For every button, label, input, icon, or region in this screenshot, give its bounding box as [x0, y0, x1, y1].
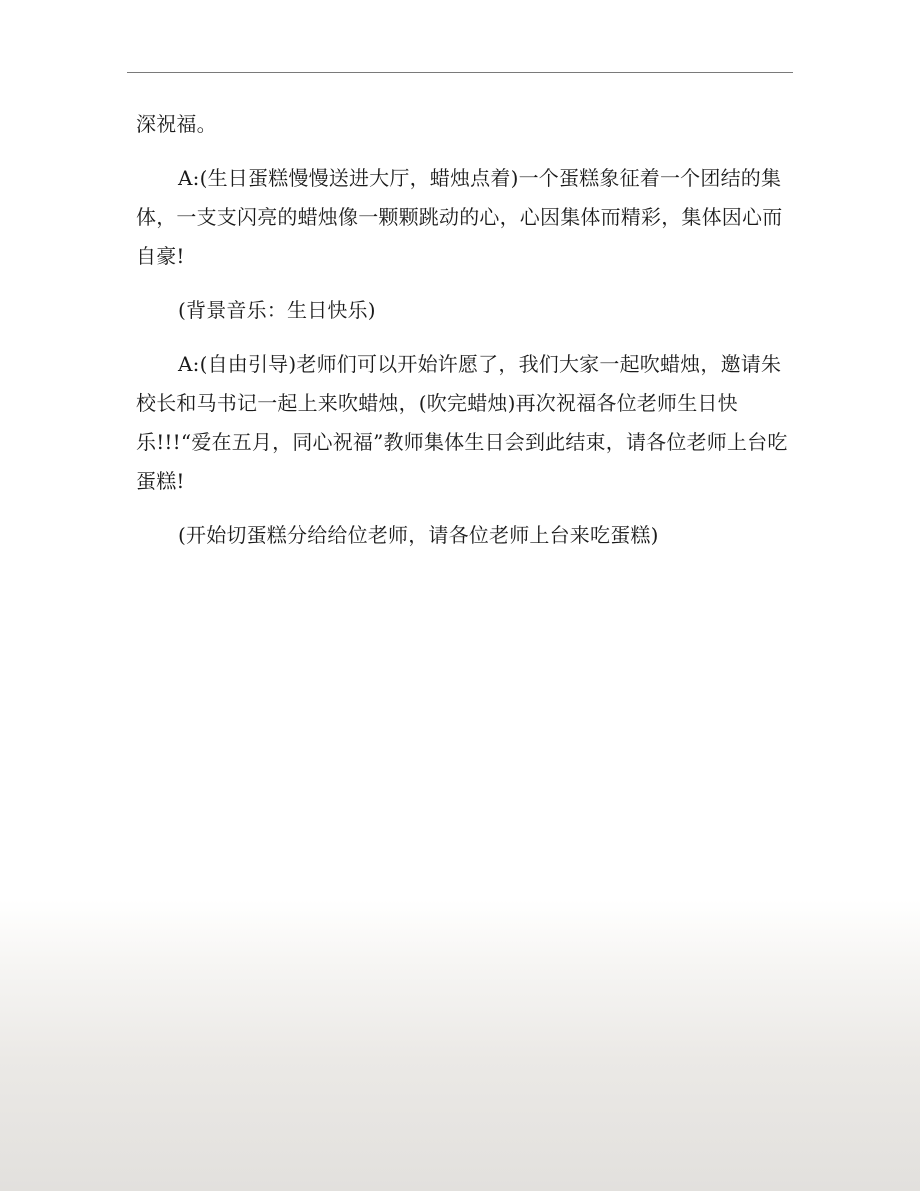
- paragraph-make-wishes: A:(自由引导)老师们可以开始许愿了，我们大家一起吹蜡烛，邀请朱校长和马书记一起上来吹蜡烛，(吹完蜡烛)再次祝福各位老师生日快乐!!!“爱在五月，同心祝福”教师集体生日会到此结束，请各位老师上台吃蛋糕!: [136, 352, 788, 493]
- paragraph-cut-cake: (开始切蛋糕分给给位老师，请各位老师上台来吃蛋糕): [178, 523, 659, 547]
- header-rule: [127, 72, 793, 73]
- paragraph-cake-entry: A:(生日蛋糕慢慢送进大厅，蜡烛点着)一个蛋糕象征着一个团结的集体，一支支闪亮的蜡烛像一颗颗跳动的心，心因集体而精彩，集体因心而自豪!: [136, 166, 783, 268]
- document-body: [136, 105, 788, 570]
- paragraph-background-music: (背景音乐：生日快乐): [178, 298, 376, 322]
- paragraph-continuation: 深祝福。: [136, 112, 217, 136]
